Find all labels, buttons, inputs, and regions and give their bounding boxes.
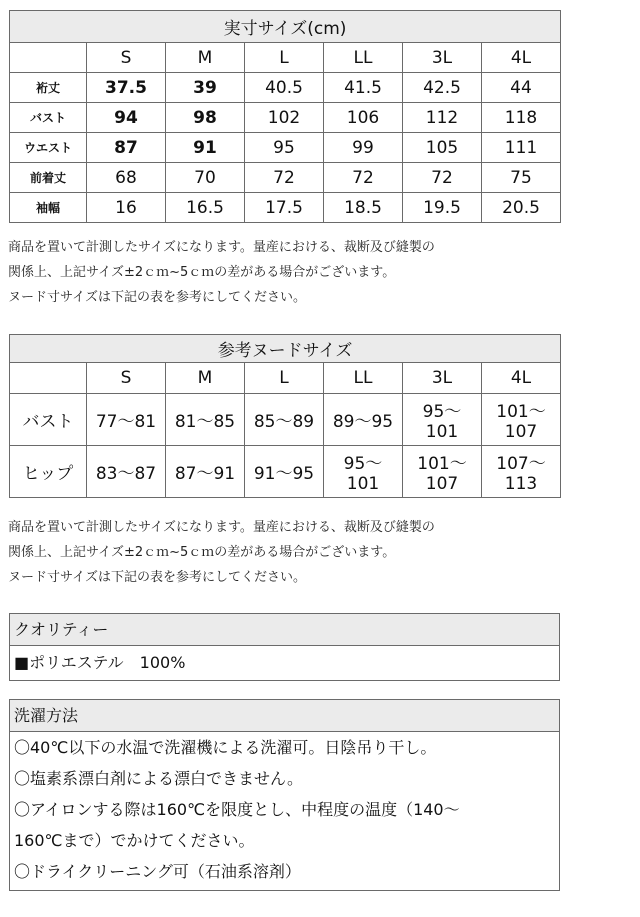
size-header-row [10,43,561,73]
row-label: ヒップ [10,446,87,498]
nude-size-title: 参考ヌードサイズ [10,335,561,363]
table-cell: 99 [324,133,403,163]
table-cell: 106 [324,103,403,133]
table-cell [403,446,482,498]
header-blank [10,363,87,394]
size-header: L [245,43,324,73]
size-header: 3L [403,43,482,73]
table-cell: 42.5 [403,73,482,103]
table-row [10,193,561,223]
cell-line: 77～81 [95,412,157,432]
cell-line: 87～91 [174,464,236,484]
size-header: L [245,363,324,394]
size-header: 4L [482,43,561,73]
table-cell: 87 [87,133,166,163]
size-header-row [10,363,561,394]
table-cell: 72 [245,163,324,193]
table-cell: 19.5 [403,193,482,223]
table-row [10,133,561,163]
size-header: M [166,43,245,73]
table-cell: 111 [482,133,561,163]
cell-line: 83～87 [95,464,157,484]
cell-line: 101～ [417,454,467,474]
cell-line: 101 [346,474,380,494]
table-cell: 16 [87,193,166,223]
washing-instruction: 〇アイロンする際は160℃を限度とし、中程度の温度（140～ [14,800,460,819]
note-line: ヌード寸サイズは下記の表を参考にしてください。 [8,570,306,585]
note-line: 関係上、上記サイズ±2ｃｍ~5ｃｍの差がある場合がございます。 [8,265,396,280]
washing-box [9,699,560,891]
note-line: 関係上、上記サイズ±2ｃｍ~5ｃｍの差がある場合がございます。 [8,545,396,560]
row-label: 裄丈 [10,73,87,103]
cell-line: 89～95 [332,412,394,432]
table-cell: 91 [166,133,245,163]
table-cell: 40.5 [245,73,324,103]
table-cell: 18.5 [324,193,403,223]
cell-line: 101 [425,422,459,442]
size-header: 4L [482,363,561,394]
table-cell: 68 [87,163,166,193]
cell-line: 101～ [496,402,546,422]
washing-title: 洗濯方法 [10,700,559,732]
washing-instruction: 160℃まで）でかけてください。 [14,831,255,850]
size-header: M [166,363,245,394]
nude-size-table [9,334,561,498]
table-cell: 102 [245,103,324,133]
table-cell [403,394,482,446]
table-cell: 17.5 [245,193,324,223]
table-cell: 75 [482,163,561,193]
row-label: バスト [10,394,87,446]
table-cell: 118 [482,103,561,133]
measurement-note [8,235,608,310]
actual-size-title: 実寸サイズ(cm) [10,11,561,43]
cell-line: 95～ [343,454,383,474]
note-line: ヌード寸サイズは下記の表を参考にしてください。 [8,290,306,305]
table-cell [482,446,561,498]
table-cell: 72 [324,163,403,193]
table-cell: 105 [403,133,482,163]
size-header: LL [324,363,403,394]
table-cell: 98 [166,103,245,133]
table-cell [87,394,166,446]
table-cell: 112 [403,103,482,133]
cell-line: 113 [504,474,538,494]
table-cell: 94 [87,103,166,133]
row-label: ウエスト [10,133,87,163]
size-header: LL [324,43,403,73]
table-row [10,394,561,446]
table-row [10,103,561,133]
row-label: バスト [10,103,87,133]
cell-line: 107～ [496,454,546,474]
cell-line: 107 [425,474,459,494]
table-cell [324,446,403,498]
cell-line: 95～ [422,402,462,422]
table-cell: 70 [166,163,245,193]
table-cell [245,446,324,498]
table-cell: 20.5 [482,193,561,223]
size-header: S [87,363,166,394]
table-cell: 41.5 [324,73,403,103]
table-row [10,446,561,498]
measurement-note [8,515,608,590]
table-cell [245,394,324,446]
table-row [10,163,561,193]
cell-line: 91～95 [253,464,315,484]
table-cell [166,446,245,498]
actual-size-table [9,10,561,223]
cell-line: 81～85 [174,412,236,432]
row-label: 前着丈 [10,163,87,193]
washing-instruction: 〇塩素系漂白剤による漂白できません。 [14,769,303,788]
table-cell: 44 [482,73,561,103]
cell-line: 85～89 [253,412,315,432]
table-row [10,73,561,103]
table-cell [87,446,166,498]
washing-instruction: 〇ドライクリーニング可（石油系溶剤） [14,862,301,881]
table-cell [482,394,561,446]
row-label: 袖幅 [10,193,87,223]
table-cell [324,394,403,446]
washing-instruction: 〇40℃以下の水温で洗濯機による洗濯可。日陰吊り干し。 [14,738,437,757]
cell-line: 107 [504,422,538,442]
table-cell [166,394,245,446]
table-cell: 95 [245,133,324,163]
table-cell: 72 [403,163,482,193]
note-line: 商品を置いて計測したサイズになります。量産における、裁断及び縫製の [8,240,435,255]
size-header: 3L [403,363,482,394]
size-header: S [87,43,166,73]
table-cell: 16.5 [166,193,245,223]
quality-box [9,613,560,681]
quality-title: クオリティー [10,614,559,646]
table-cell: 37.5 [87,73,166,103]
header-blank [10,43,87,73]
quality-material: ■ポリエステル 100% [14,653,186,672]
note-line: 商品を置いて計測したサイズになります。量産における、裁断及び縫製の [8,520,435,535]
table-cell: 39 [166,73,245,103]
